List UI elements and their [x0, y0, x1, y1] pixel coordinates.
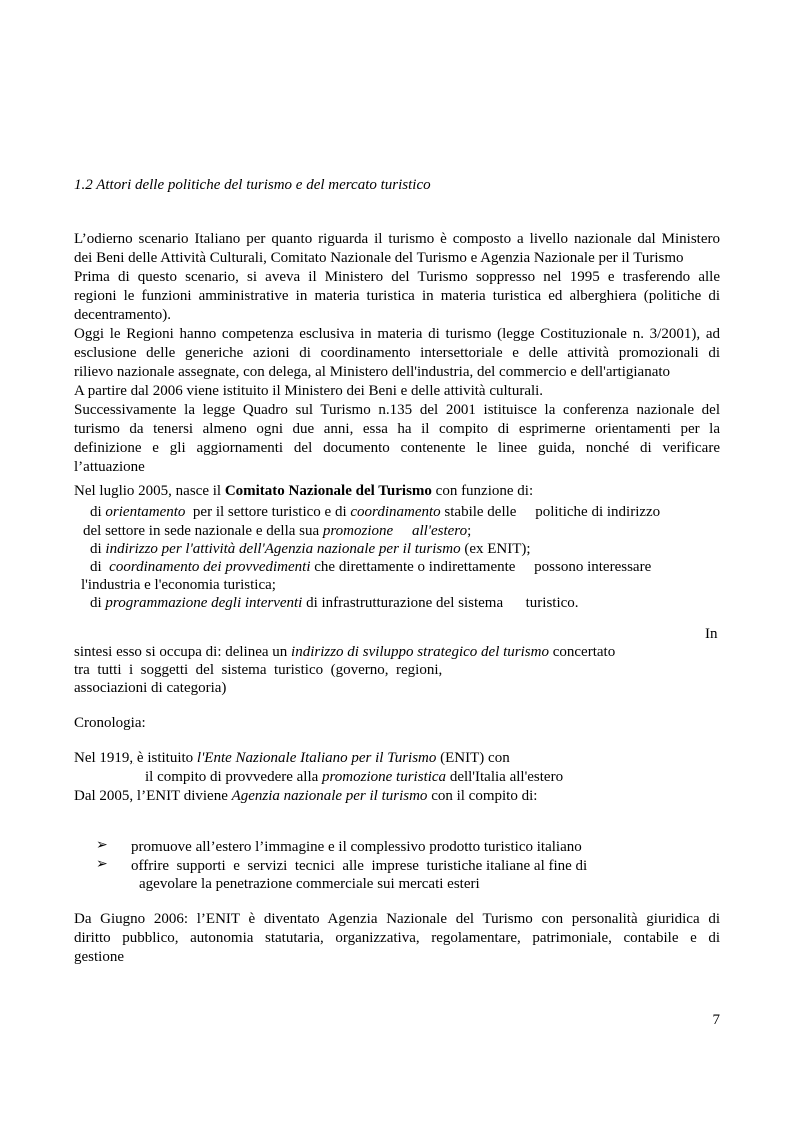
- giugno-line: diritto pubblico, autonomia statutaria, organizzativa, regolamentare, patrimoniale, contabile e di: [74, 930, 720, 946]
- intro-line: decentramento).: [74, 307, 172, 323]
- intro-line: l’attuazione: [74, 459, 145, 475]
- intro-line: definizione e gli aggiornamenti del documento contenente le linee guida, nonché di verificare: [74, 440, 720, 456]
- intro-line: Oggi le Regioni hanno competenza esclusiva in materia di turismo (legge Costituzionale n. 3/2001), ad: [74, 326, 720, 342]
- arrow-bullet-icon: ➢: [96, 838, 108, 853]
- sintesi-in-word: In: [705, 626, 718, 642]
- giugno-paragraph: [74, 910, 720, 967]
- intro-line: regioni le funzioni amministrative in materia turistica in materia turistica ed alberghiera (politiche di: [74, 288, 720, 304]
- intro-line: Successivamente la legge Quadro sul Turismo n.135 del 2001 istituisce la conferenza nazionale del: [74, 402, 720, 418]
- intro-paragraph: [74, 230, 720, 477]
- giugno-line: Da Giugno 2006: l’ENIT è diventato Agenzia Nazionale del Turismo con personalità giuridica di: [74, 911, 720, 927]
- section-heading: 1.2 Attori delle politiche del turismo e del mercato turistico: [74, 177, 431, 193]
- comitato-line: di coordinamento dei provvedimenti che direttamente o indirettamente possono interessare: [90, 559, 652, 575]
- cronologia-line: il compito di provvedere alla promozione turistica dell'Italia all'estero: [145, 769, 564, 785]
- bullet-item: promuove all’estero l’immagine e il complessivo prodotto turistico italiano: [131, 839, 582, 855]
- cronologia-line: Nel 1919, è istituito l'Ente Nazionale Italiano per il Turismo (ENIT) con: [74, 750, 510, 766]
- sintesi-line: sintesi esso si occupa di: delinea un indirizzo di sviluppo strategico del turismo concertato: [74, 644, 616, 660]
- intro-line: Prima di questo scenario, si aveva il Ministero del Turismo soppresso nel 1995 e trasferendo alle: [74, 269, 720, 285]
- arrow-bullet-icon: ➢: [96, 857, 108, 872]
- comitato-name: Comitato Nazionale del Turismo: [224, 483, 432, 499]
- cronologia-line: Dal 2005, l’ENIT diviene Agenzia nazionale per il turismo con il compito di:: [74, 788, 538, 804]
- intro-line: esclusione delle generiche azioni di coordinamento intersettoriale e delle attività promozionali di: [74, 345, 720, 361]
- intro-line: rilievo nazionale assegnate, con delega, al Ministero dell'industria, del commercio e dell'artigianato: [74, 364, 671, 380]
- comitato-line: del settore in sede nazionale e della sua promozione all'estero;: [83, 523, 472, 539]
- bullet-item-continuation: agevolare la penetrazione commerciale sui mercati esteri: [139, 876, 480, 892]
- intro-line: A partire dal 2006 viene istituito il Ministero dei Beni e delle attività culturali.: [74, 383, 544, 399]
- intro-line: L’odierno scenario Italiano per quanto riguarda il turismo è composto a livello nazionale dal Ministero: [74, 231, 720, 247]
- bullet-item: offrire supporti e servizi tecnici alle imprese turistiche italiane al fine di: [131, 858, 588, 874]
- sintesi-line: tra tutti i soggetti del sistema turistico (governo, regioni,: [74, 662, 443, 678]
- cronologia-title: Cronologia:: [74, 715, 146, 731]
- comitato-line: di indirizzo per l'attività dell'Agenzia nazionale per il turismo (ex ENIT);: [90, 541, 531, 557]
- comitato-line: di orientamento per il settore turistico e di coordinamento stabile delle politiche di indirizzo: [90, 504, 661, 520]
- comitato-intro: Nel luglio 2005, nasce il Comitato Nazionale del Turismo con funzione di:: [74, 483, 534, 499]
- giugno-line: gestione: [74, 949, 124, 965]
- comitato-line: l'industria e l'economia turistica;: [81, 577, 276, 593]
- sintesi-line: associazioni di categoria): [74, 680, 227, 696]
- comitato-line: di programmazione degli interventi di infrastrutturazione del sistema turistico.: [90, 595, 579, 611]
- intro-line: dei Beni delle Attività Culturali, Comitato Nazionale del Turismo e Agenzia Nazionale per il Turismo: [74, 250, 684, 266]
- intro-line: turismo da tenersi almeno ogni due anni, essa ha il compito di esprimerne orientamenti per la: [74, 421, 720, 437]
- page-number: 7: [712, 1012, 720, 1028]
